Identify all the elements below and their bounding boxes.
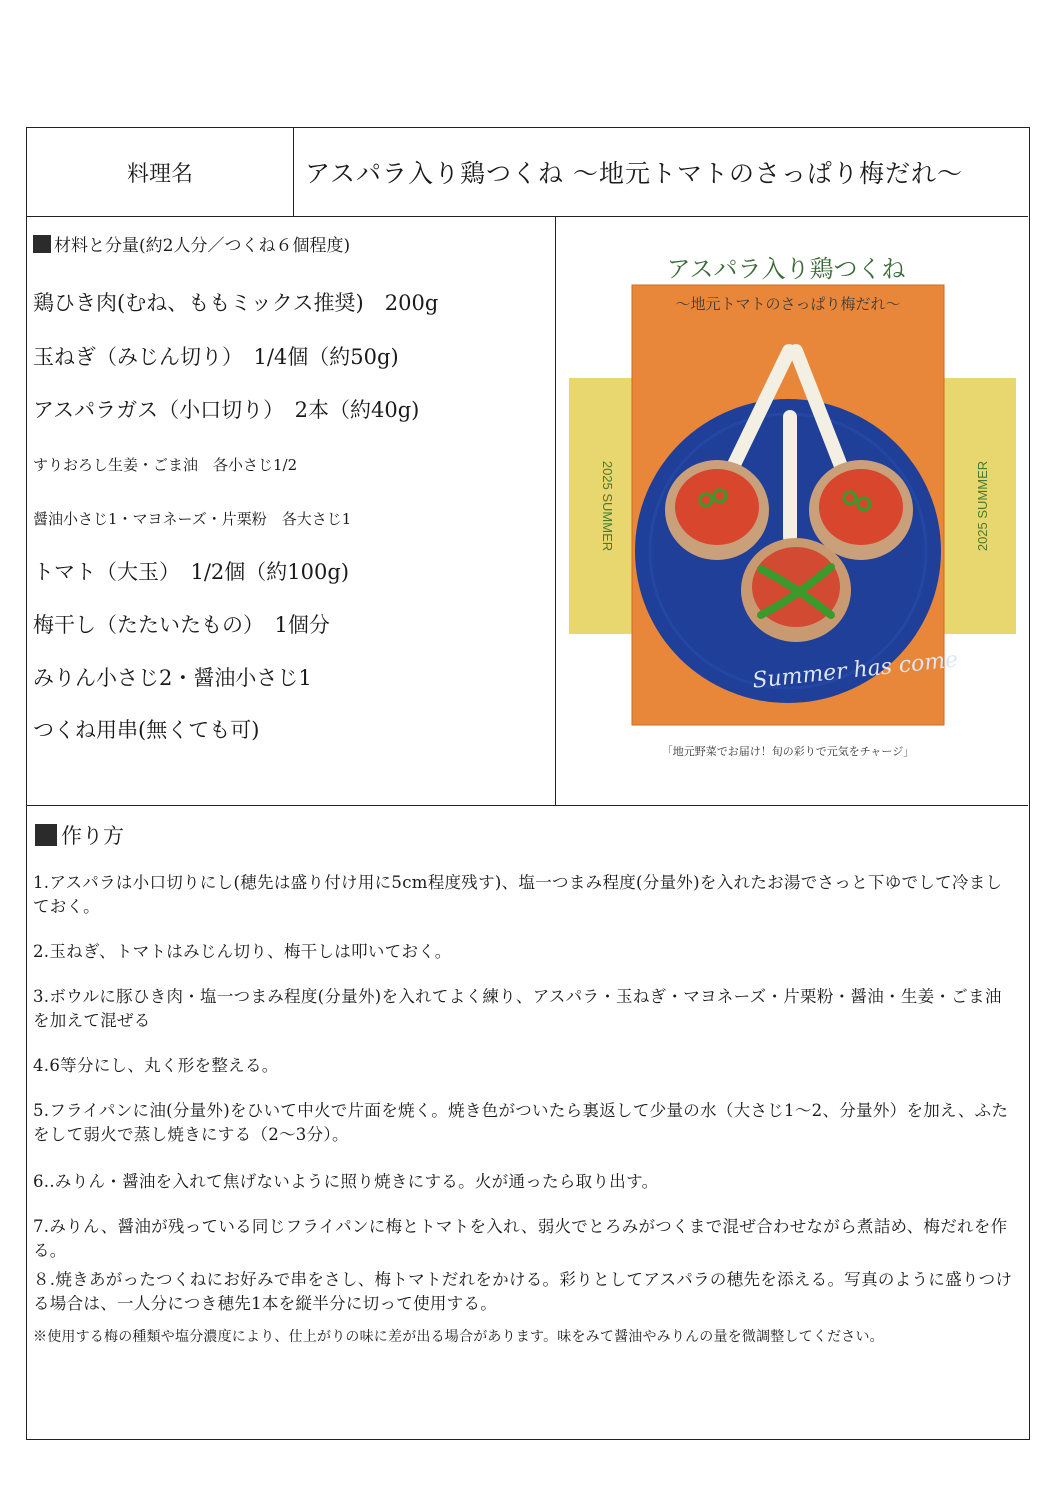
- dish-name-label: 料理名: [27, 128, 294, 216]
- side-text-left: 2025 SUMMER: [600, 460, 615, 552]
- step-item: 4.6等分にし、丸く形を整える。: [33, 1056, 279, 1075]
- ingredient-item: 玉ねぎ（みじん切り） 1/4個（約50g): [33, 345, 399, 369]
- tsukune-right: [809, 460, 913, 560]
- ingredients-photo-row: [27, 217, 1028, 806]
- dish-photo: [556, 217, 1028, 805]
- square-bullet-icon: [33, 235, 51, 253]
- dish-name: アスパラ入り鶏つくね ～地元トマトのさっぱり梅だれ～: [305, 159, 963, 188]
- steps-heading: [35, 820, 124, 850]
- ingredient-item: アスパラガス（小口切り） 2本（約40g): [33, 398, 420, 422]
- ingredients-panel: [27, 217, 556, 805]
- tsukune-left: [665, 460, 769, 560]
- tsukune-center: [741, 538, 851, 642]
- step-item: 5.フライパンに油(分量外)をひいて中火で片面を焼く。焼き色がついたら裏返して少量の水（大さじ1～2、分量外）を加え、ふたをして弱火で蒸し焼きにする（2～3分）。: [33, 1101, 1009, 1144]
- step-item: 1.アスパラは小口切りにし(穂先は盛り付け用に5cm程度残す)、塩一つまみ程度(分量外)を入れたお湯でさっと下ゆでして冷ましておく。: [33, 873, 1003, 916]
- side-text-right: 2025 SUMMER: [975, 460, 990, 552]
- step-item: 7.みりん、醤油が残っている同じフライパンに梅とトマトを入れ、弱火でとろみがつくまで混ぜ合わせながら煮詰め、梅だれを作る。: [33, 1217, 1008, 1260]
- ingredients-heading: [33, 231, 350, 256]
- photo-subtitle: ～地元トマトのさっぱり梅だれ～: [675, 295, 901, 313]
- ingredient-item: トマト（大玉） 1/2個（約100g): [33, 560, 350, 584]
- ingredient-item: すりおろし生姜・ごま油 各小さじ1/2: [33, 456, 298, 474]
- ingredients-heading-text: 材料と分量(約2人分／つくね６個程度): [54, 236, 351, 256]
- steps-heading-text: 作り方: [61, 824, 124, 848]
- square-bullet-icon: [35, 824, 57, 846]
- step-item: 2.玉ねぎ、トマトはみじん切り、梅干しは叩いておく。: [33, 942, 452, 961]
- note: ※使用する梅の種類や塩分濃度により、仕上がりの味に差が出る場合があります。味をみて醤油やみりんの量を微調整してください。: [33, 1329, 884, 1345]
- ingredient-item: 鶏ひき肉(むね、ももミックス推奨) 200g: [33, 291, 439, 315]
- step-item: 3.ボウルに豚ひき肉・塩一つまみ程度(分量外)を入れてよく練り、アスパラ・玉ねぎ・マヨネーズ・片栗粉・醤油・生姜・ごま油を加えて混ぜる: [33, 987, 1002, 1030]
- ingredient-item: つくね用串(無くても可): [33, 718, 260, 742]
- title-row: [27, 128, 1028, 217]
- recipe-sheet: [26, 127, 1030, 1440]
- ingredient-item: 醤油小さじ1・マヨネーズ・片栗粉 各大さじ1: [33, 510, 352, 528]
- step-item: 6..みりん・醤油を入れて焦げないように照り焼きにする。火が通ったら取り出す。: [33, 1172, 659, 1191]
- photo-title: アスパラ入り鶏つくね: [666, 256, 906, 283]
- ingredient-item: みりん小さじ2・醤油小さじ1: [33, 666, 312, 690]
- photo-caption: 「地元野菜でお届け！旬の彩りで元気をチャージ」: [661, 745, 915, 758]
- dish-photo-panel: [556, 217, 1028, 805]
- step-item: ８.焼きあがったつくねにお好みで串をさし、梅トマトだれをかける。彩りとしてアスパラの穂先を添える。写真のように盛りつける場合は、一人分につき穂先1本を縦半分に切って使用する。: [33, 1270, 1013, 1313]
- ingredient-item: 梅干し（たたいたもの） 1個分: [33, 613, 330, 637]
- script-text: Summer has come: [751, 647, 960, 694]
